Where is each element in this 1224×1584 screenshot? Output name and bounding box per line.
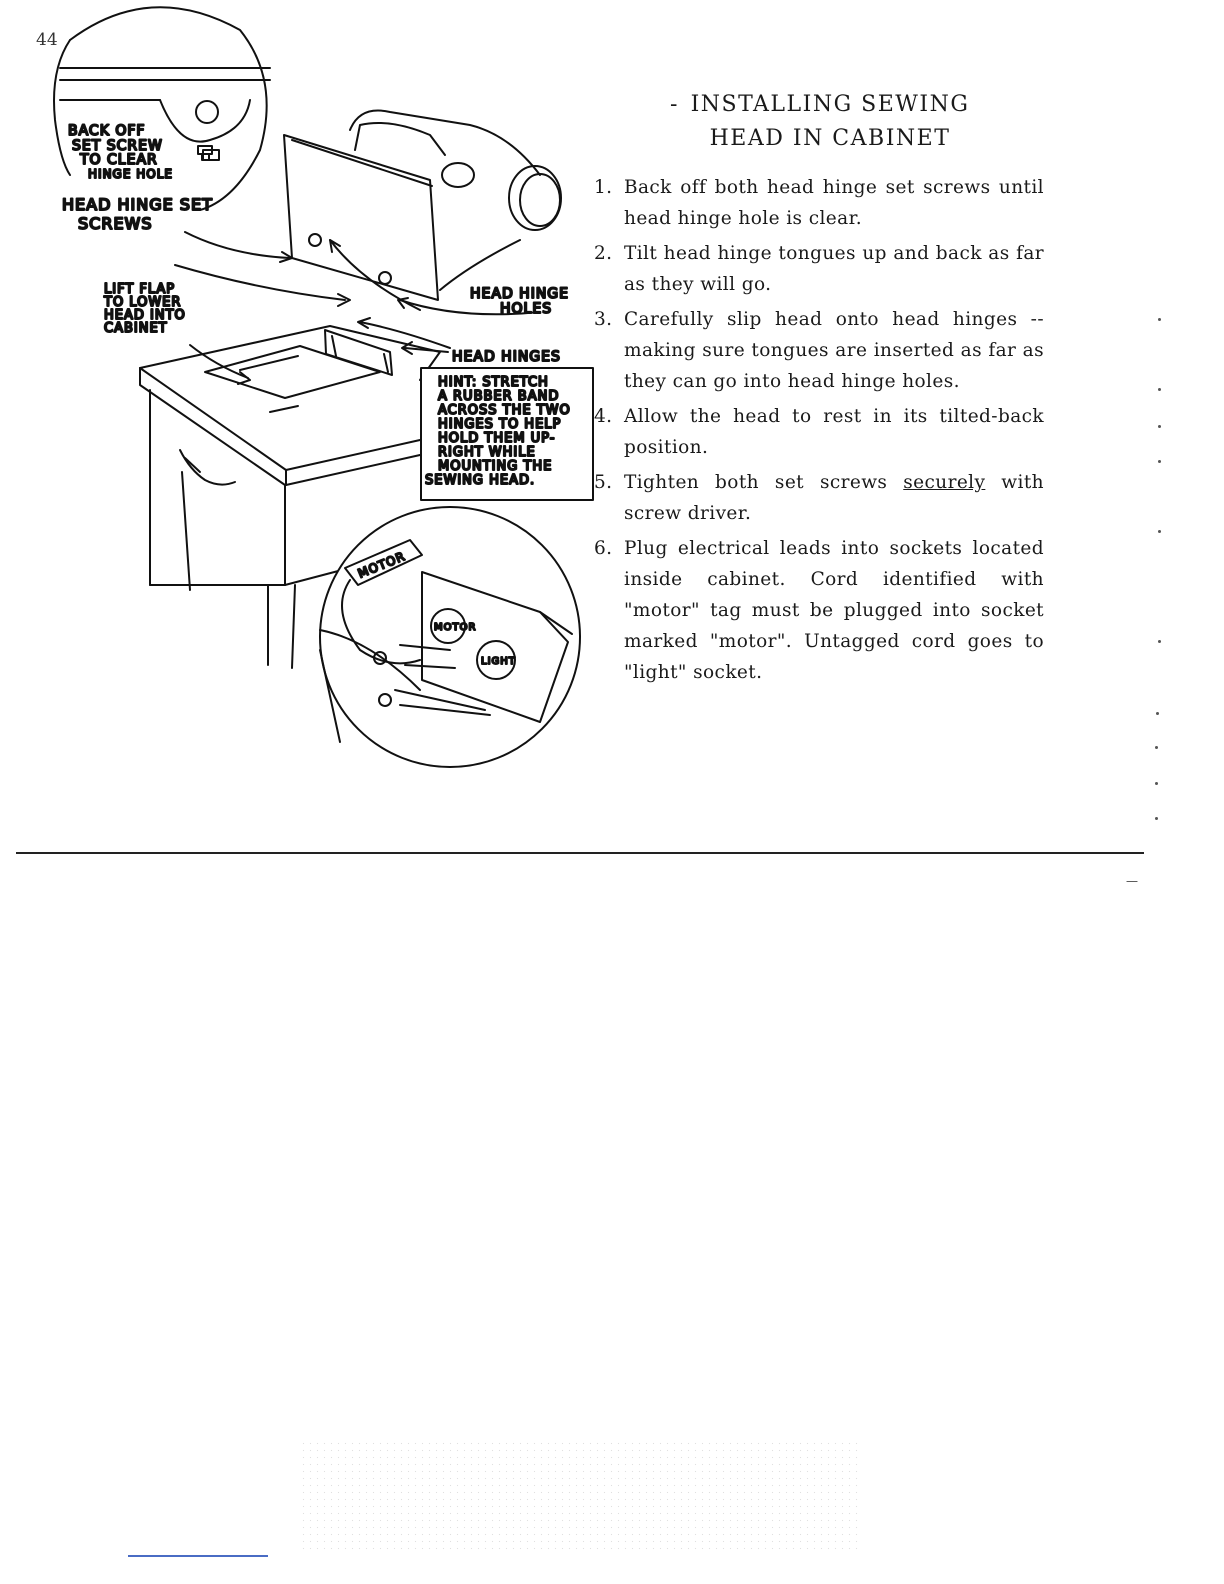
instruction-list bbox=[594, 172, 1044, 692]
hint-line-3: ACROSS THE TWO bbox=[438, 403, 571, 418]
scan-mark bbox=[1158, 530, 1161, 533]
step-text: Plug electrical leads into sockets located inside cabinet. Cord identified with "motor" tag must be plugged into socket marked "motor". Untagged cord goes to "light" socket. bbox=[624, 538, 1044, 683]
step-number: 4. bbox=[594, 406, 613, 427]
scan-mark bbox=[1155, 782, 1158, 785]
step-number: 6. bbox=[594, 538, 613, 559]
page-title bbox=[620, 88, 1040, 156]
hinge-hole-icon bbox=[196, 101, 218, 123]
scan-mark bbox=[1158, 460, 1161, 463]
instruction-step bbox=[594, 238, 1044, 300]
callout-back-off-3: TO CLEAR bbox=[80, 152, 158, 168]
instruction-step bbox=[594, 401, 1044, 463]
step-text: Back off both head hinge set screws until head hinge hole is clear. bbox=[624, 177, 1044, 229]
instruction-step bbox=[594, 467, 1044, 529]
callout-lift-flap-4: CABINET bbox=[104, 321, 168, 336]
scan-mark bbox=[1158, 640, 1161, 643]
step-number: 2. bbox=[594, 243, 613, 264]
hint-line-4: HINGES TO HELP bbox=[438, 417, 562, 432]
hint-line-5: HOLD THEM UP- bbox=[438, 431, 556, 446]
hint-line-1: HINT: STRETCH bbox=[438, 375, 549, 390]
sewing-head-installation-illustration bbox=[0, 0, 600, 790]
motor-socket-label: MOTOR bbox=[434, 622, 477, 633]
step-text: Allow the head to rest in its tilted-back position. bbox=[624, 406, 1044, 458]
hint-line-7: MOUNTING THE bbox=[438, 459, 553, 474]
callout-back-off-2: SET SCREW bbox=[72, 138, 163, 154]
callout-lift-flap-3: HEAD INTO bbox=[104, 308, 186, 323]
scan-mark bbox=[1156, 712, 1159, 715]
callout-back-off-1: BACK OFF bbox=[68, 123, 146, 139]
title-line-1: INSTALLING SEWING bbox=[690, 92, 970, 117]
callout-head-hinges: HEAD HINGES bbox=[452, 349, 561, 365]
callout-back-off-4: HINGE HOLE bbox=[88, 167, 173, 181]
page-number: 44 bbox=[36, 30, 58, 50]
bottom-underline-mark bbox=[128, 1555, 268, 1557]
callout-lift-flap-2: TO LOWER bbox=[104, 295, 182, 310]
arrow-to-set-screw bbox=[185, 232, 290, 258]
step-text: Carefully slip head onto head hinges --making sure tongues are inserted as far as they can go into head hinge holes. bbox=[624, 309, 1044, 392]
hint-line-6: RIGHT WHILE bbox=[438, 445, 536, 460]
step-number: 3. bbox=[594, 309, 613, 330]
callout-head-hinge-holes-2: HOLES bbox=[500, 301, 553, 317]
step-text-after: with screw driver. bbox=[624, 472, 1044, 524]
title-line-2: HEAD IN CABINET bbox=[709, 126, 951, 151]
instruction-step bbox=[594, 304, 1044, 397]
scan-noise bbox=[300, 1440, 860, 1550]
callout-head-hinge-set-1: HEAD HINGE SET bbox=[62, 195, 213, 214]
scan-mark bbox=[1158, 318, 1161, 321]
callout-lift-flap-1: LIFT FLAP bbox=[104, 282, 176, 297]
title-dash: - bbox=[670, 92, 679, 117]
hint-line-8: SEWING HEAD. bbox=[425, 473, 536, 488]
step-text-emphasis: securely bbox=[903, 472, 986, 493]
callout-head-hinge-holes-1: HEAD HINGE bbox=[470, 286, 570, 302]
step-text-before: Tighten both set screws bbox=[624, 472, 904, 493]
electrical-sockets-detail-circle bbox=[320, 507, 580, 767]
instruction-step bbox=[594, 172, 1044, 234]
scan-mark bbox=[1158, 388, 1161, 391]
callout-head-hinge-set-2: SCREWS bbox=[78, 214, 153, 233]
page-divider bbox=[16, 852, 1144, 854]
scan-mark bbox=[1158, 425, 1161, 428]
instruction-step bbox=[594, 533, 1044, 688]
step-number: 1. bbox=[594, 177, 613, 198]
set-screw-detail-circle bbox=[54, 7, 270, 210]
divider-end-mark: — bbox=[1126, 874, 1138, 888]
sewing-head-drawing bbox=[284, 110, 561, 300]
hint-box bbox=[421, 368, 593, 500]
step-text: Tilt head hinge tongues up and back as far as they will go. bbox=[624, 243, 1044, 295]
scan-mark bbox=[1155, 746, 1158, 749]
scan-mark bbox=[1155, 817, 1158, 820]
motor-tag-label: MOTOR bbox=[355, 549, 408, 581]
step-number: 5. bbox=[594, 472, 613, 493]
hint-line-2: A RUBBER BAND bbox=[438, 389, 560, 404]
light-socket-label: LIGHT bbox=[481, 656, 516, 667]
